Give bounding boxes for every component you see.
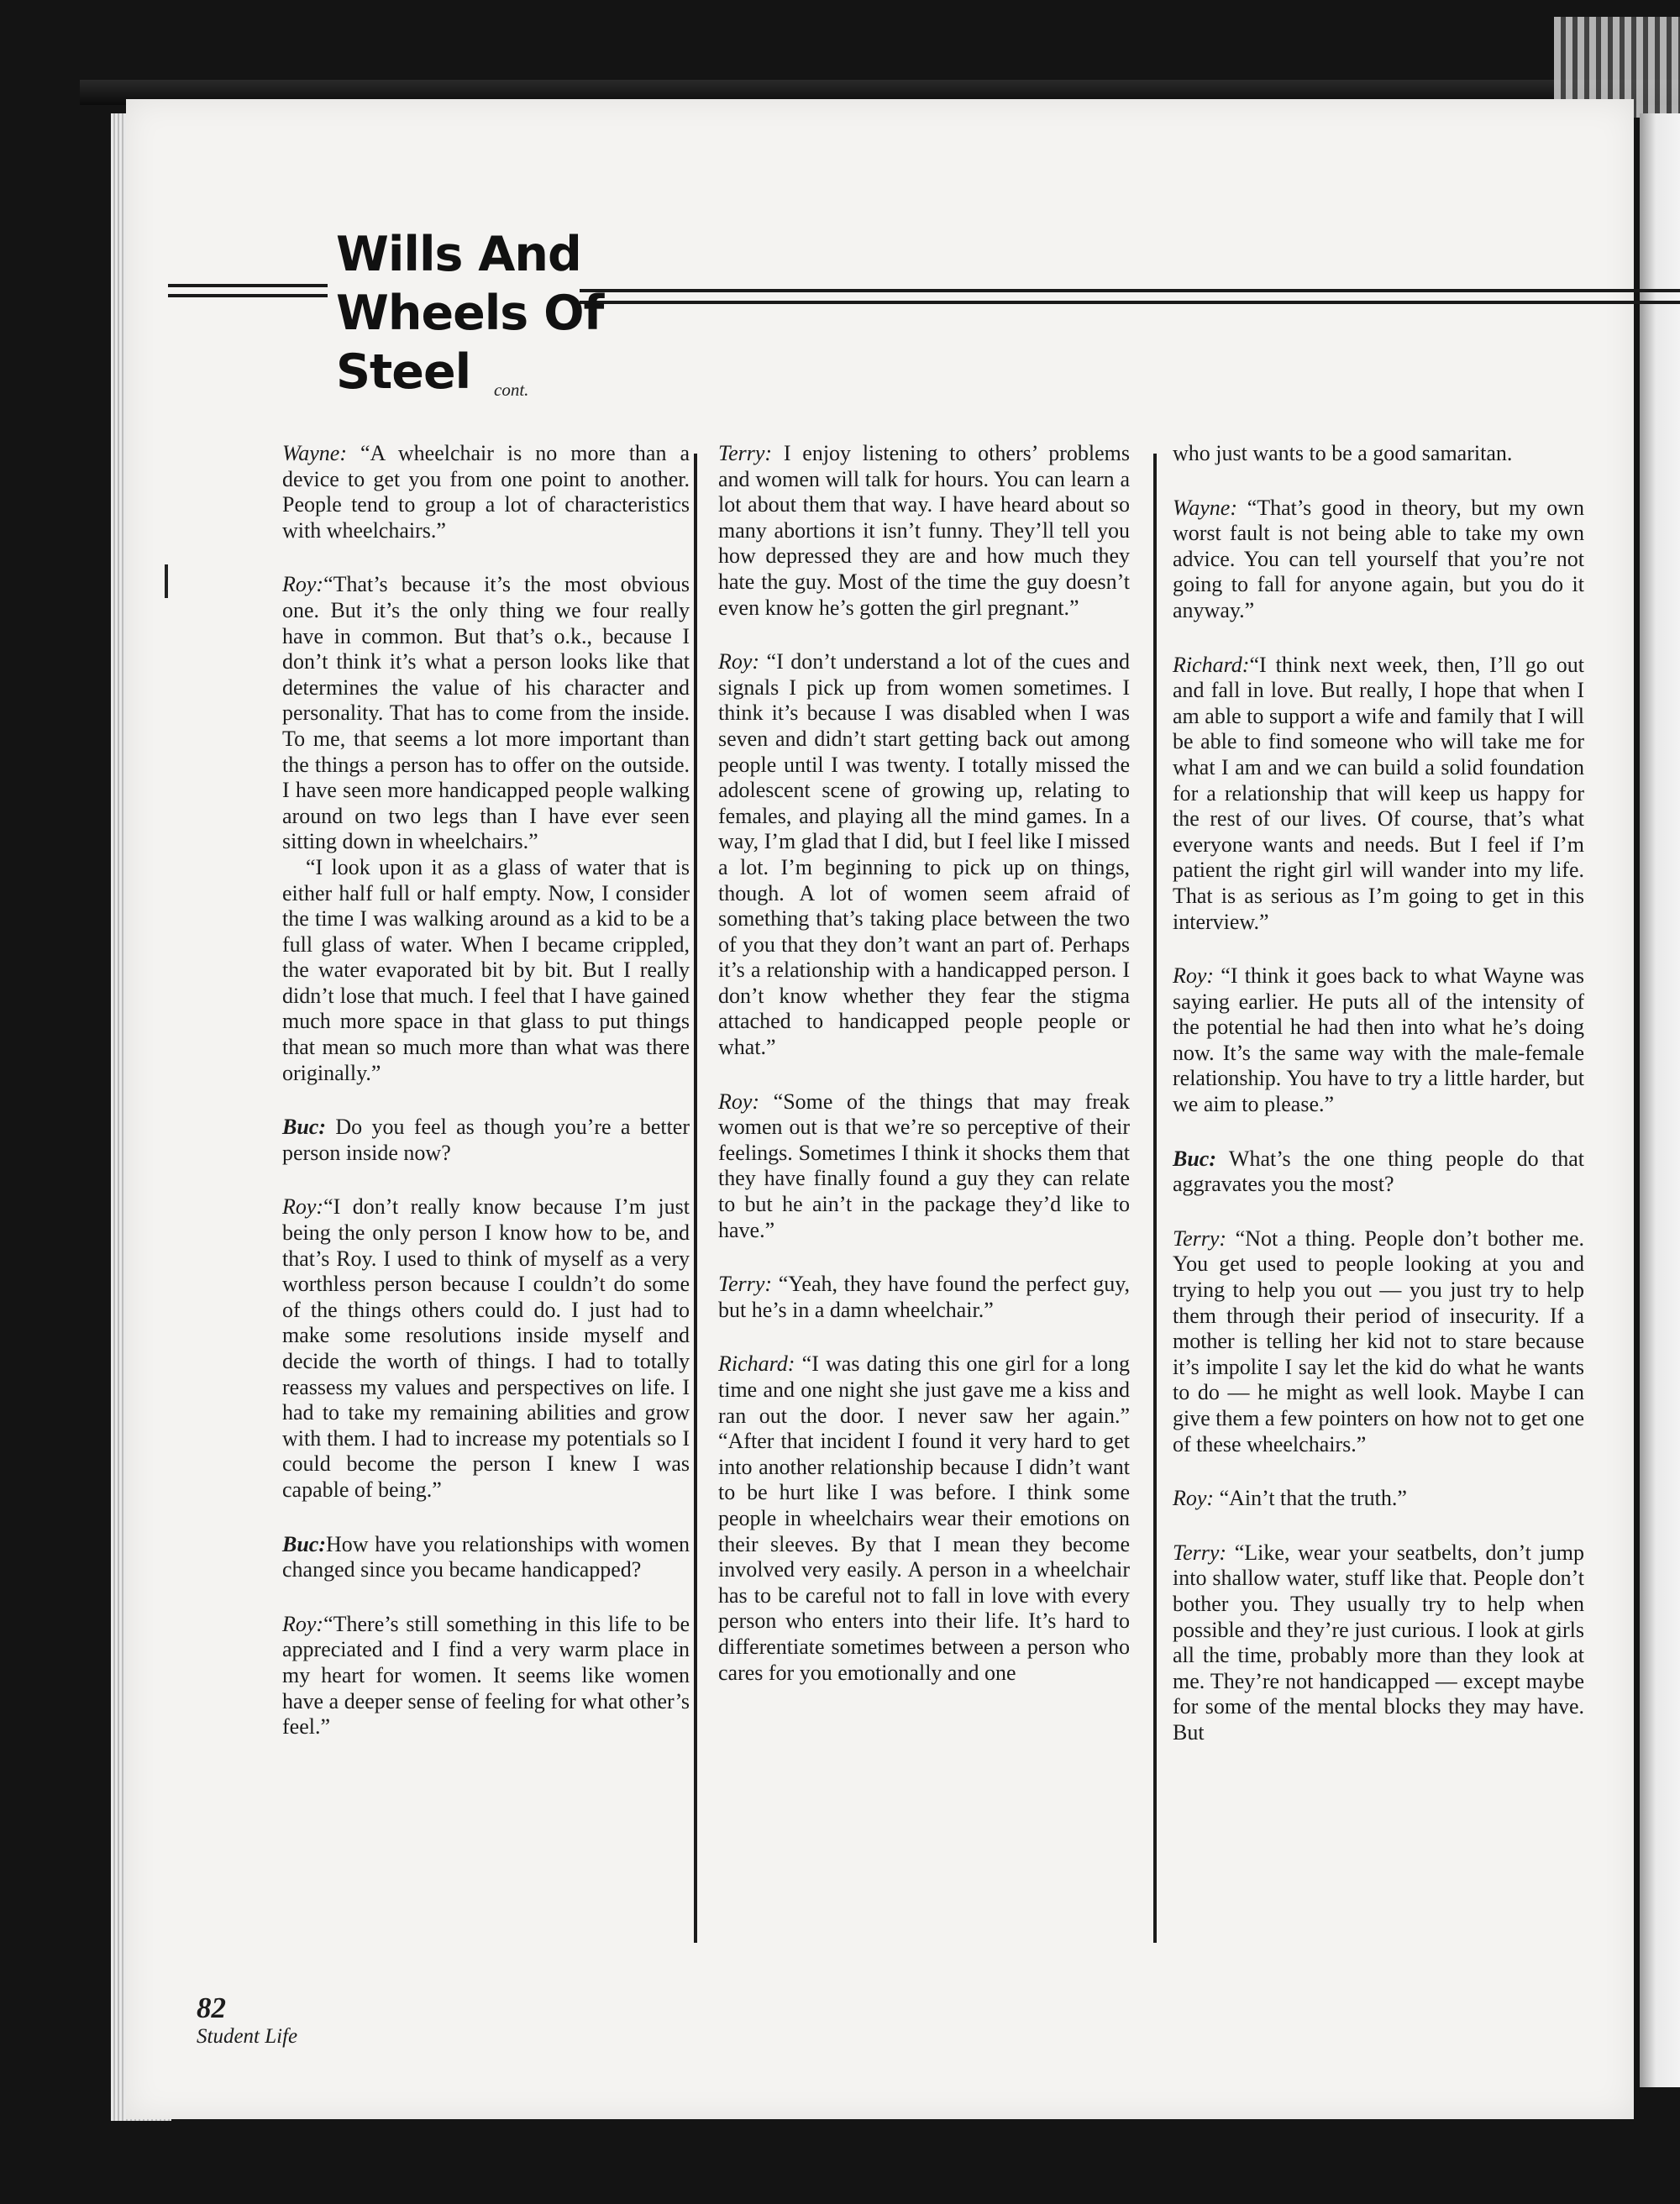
paragraph-text: who just wants to be a good samaritan. bbox=[1173, 441, 1513, 465]
speaker-label: Roy: bbox=[282, 572, 324, 597]
paragraph-text: “I think next week, then, I’ll go out and fall in love. But really, I hope that when I am able to support a wife and family that I will be able to find someone who will take me for what I am and we can build a solid foundation for a relationship that will keep us happy for the rest of our lives. Of course, that’s what everyone wants and needs. But I feel if I’m patient the right girl will wander into my life. That is as serious as I’m going to get in this interview.” bbox=[1173, 652, 1584, 934]
text-column-2 bbox=[718, 441, 1130, 1714]
paragraph-text: “Not a thing. People don’t bother me. You get used to people looking at you and trying to help you out — you just try to help them through their period of insecurity. If a mother is telling her kid not to stare because it’s impolite I say let the kid do what he wants to do — he might as well look. Maybe I can give them a few pointers on how not to get one of these wheelchairs.” bbox=[1173, 1225, 1584, 1456]
speaker-label: Roy: bbox=[718, 649, 760, 674]
paragraph-text: “Some of the things that may freak women out is that we’re so perceptive of their feelings. Sometimes I think it shocks them that they have finally found a guy they can relate to but he ain’t in the package they’d like to have.” bbox=[718, 1089, 1130, 1242]
paragraph-text: “Like, wear your seatbelts, don’t jump into shallow water, stuff like that. People don’t bother you. They usually try to help when possible and they’re just curious. I look at girls all the time, probably more than they look at me. They’re not handicapped — except maybe for some of the mental blocks they may have. But bbox=[1173, 1540, 1584, 1745]
speaker-label: Richard: bbox=[1173, 652, 1250, 677]
paragraph-text: Do you feel as though you’re a better person inside now? bbox=[282, 1115, 690, 1165]
speaker-label: Buc: bbox=[282, 1115, 326, 1140]
interview-paragraph bbox=[1173, 1226, 1584, 1457]
paragraph-text: “There’s still something in this life to be appreciated and I find a very warm place in my heart for women. It seems like women have a deeper sense of feeling for what other’s feel.” bbox=[282, 1611, 690, 1740]
title-rule-left-top bbox=[168, 284, 328, 287]
page-folio bbox=[197, 1992, 297, 2049]
continued-label: cont. bbox=[494, 380, 529, 400]
title-line-1: Wills And bbox=[336, 227, 581, 282]
section-name: Student Life bbox=[197, 2025, 298, 2048]
paragraph-text: What’s the one thing people do that aggravates you the most? bbox=[1173, 1146, 1584, 1197]
margin-mark bbox=[165, 564, 168, 598]
title-rule-right-top bbox=[580, 289, 1680, 292]
speaker-label: Terry: bbox=[718, 1272, 773, 1297]
paragraph-text: “That’s good in theory, but my own worst fault is not being able to take my own advice. You can tell yourself that you’re not going to fall for anyone again, but you do it anyway.” bbox=[1173, 495, 1584, 622]
interview-paragraph bbox=[282, 441, 690, 543]
paragraph-text: “Yeah, they have found the perfect guy, but he’s in a damn wheelchair.” bbox=[718, 1272, 1130, 1322]
paragraph-text: “I don’t really know because I’m just being the only person I know how to be, and that’s Roy. I used to think of myself as a very worthless person because I couldn’t do some of the things others could do. I just had to make some resolutions inside myself and decide the worth of things. I had to totally reassess my values and perspectives on life. I had to take my remaining abilities and grow with them. I had to increase my potentials so I could become the person I knew I was capable of being.” bbox=[282, 1194, 690, 1502]
paragraph-text: I enjoy listening to others’ problems and women will talk for hours. You can learn a lot about them that way. I have heard about so many abortions it isn’t funny. They’ll tell you how depressed they are and how much they hate the guy. Most of the time the guy doesn’t even know he’s gotten the girl pregnant.” bbox=[718, 441, 1130, 620]
speaker-label: Roy: bbox=[282, 1611, 324, 1636]
interview-paragraph bbox=[1173, 441, 1584, 467]
title-rule-left-bottom bbox=[168, 294, 328, 297]
speaker-label: Terry: bbox=[718, 441, 773, 465]
speaker-label: Wayne: bbox=[282, 441, 348, 465]
paragraph-text: “I look upon it as a glass of water that is either half full or half empty. Now, I consider the time I was walking around as a kid to be a full glass of water. When I became crippled, the water evaporated bit by bit. But I really didn’t lose that much. I feel that I have gained much more space in that glass to put things that mean so much more than what was there originally.” bbox=[282, 854, 690, 1085]
interview-paragraph bbox=[1173, 496, 1584, 624]
interview-paragraph bbox=[718, 1272, 1130, 1323]
speaker-label: Roy: bbox=[1173, 1486, 1215, 1511]
interview-paragraph bbox=[718, 1351, 1130, 1686]
interview-paragraph bbox=[282, 572, 690, 855]
speaker-label: Roy: bbox=[282, 1194, 324, 1220]
paragraph-text: “I think it goes back to what Wayne was saying earlier. He puts all of the intensity of the potential he had then into what he’s doing now. It’s the same way with the male-female relationship. You have to try a little harder, but we aim to please.” bbox=[1173, 963, 1584, 1117]
speaker-label: Buc: bbox=[1173, 1146, 1216, 1171]
column-divider-1 bbox=[694, 454, 697, 1943]
speaker-label: Roy: bbox=[718, 1089, 760, 1114]
speaker-label: Buc: bbox=[282, 1531, 326, 1556]
interview-paragraph bbox=[718, 1089, 1130, 1244]
next-page-edge bbox=[1640, 113, 1680, 2087]
interview-paragraph bbox=[282, 1194, 690, 1503]
paragraph-text: How have you relationships with women changed since you became handicapped? bbox=[282, 1531, 690, 1582]
interview-paragraph bbox=[1173, 1486, 1584, 1512]
paragraph-text: “A wheelchair is no more than a device to get you from one point to another. People tend to group a lot of characteristics with wheelchairs.” bbox=[282, 441, 690, 543]
paragraph-text: “Ain’t that the truth.” bbox=[1214, 1486, 1407, 1511]
interview-paragraph bbox=[718, 441, 1130, 621]
title-line-2: Wheels Of bbox=[336, 286, 604, 341]
speaker-label: Roy: bbox=[1173, 963, 1215, 989]
page-number: 82 bbox=[197, 1991, 226, 2024]
paragraph-text: “I don’t understand a lot of the cues and signals I pick up from women sometimes. I think it’s because I was disabled when I was seven and didn’t start getting back out among people until I was twenty. I totally missed the adolescent scene of growing up, relating to females, and playing all the mind games. In a way, I’m glad that I did, but I feel like I missed a lot. I’m beginning to pick up on things, though. A lot of women seem afraid of something that’s taking place between the two of you that they don’t want an part of. Perhaps it’s a relationship with a handicapped person. I don’t know whether they fear the stigma attached to handicapped people people or what.” bbox=[718, 649, 1131, 1060]
paragraph-text: “I was dating this one girl for a long time and one night she just gave me a kiss and ran out the door. I never saw her again.” “After that incident I found it very hard to get into another relationship because I didn’t want to be hurt like I was before. I think some people in wheelchairs wear their emotions on their sleeves. By that I mean they become involved very easily. A person in a wheelchair has to be careful not to fall in love with every person who enters into their life. It’s hard to differentiate sometimes between a person who cares for you emotionally and one bbox=[718, 1351, 1130, 1685]
column-divider-2 bbox=[1153, 454, 1157, 1943]
interview-paragraph bbox=[1173, 963, 1584, 1118]
interview-paragraph bbox=[282, 1612, 690, 1740]
title-rule-right-bottom bbox=[580, 301, 1680, 304]
interview-paragraph bbox=[1173, 1540, 1584, 1746]
text-column-3 bbox=[1173, 441, 1584, 1775]
article-title bbox=[336, 225, 613, 401]
speaker-label: Terry: bbox=[1173, 1540, 1227, 1565]
interview-paragraph bbox=[718, 649, 1130, 1061]
text-column-1 bbox=[282, 441, 690, 1769]
speaker-label: Terry: bbox=[1173, 1225, 1227, 1251]
interview-paragraph bbox=[1173, 653, 1584, 936]
paragraph-text: “That’s because it’s the most obvious one. But it’s the only thing we four really have in common. But that’s o.k., because I don’t think it’s what a person looks like that determines the value of his character and personality. That has to come from the inside. To me, that seems a lot more important than the things a person has to offer on the outside. I have seen more handicapped people walking around on two legs than I have ever seen sitting down in wheelchairs.” bbox=[282, 572, 690, 854]
interview-paragraph bbox=[282, 1115, 690, 1166]
speaker-label: Richard: bbox=[718, 1351, 795, 1377]
interview-paragraph bbox=[282, 1532, 690, 1583]
speaker-label: Wayne: bbox=[1173, 495, 1238, 520]
title-line-3: Steel bbox=[336, 344, 471, 400]
interview-paragraph bbox=[282, 855, 690, 1086]
interview-paragraph bbox=[1173, 1147, 1584, 1198]
